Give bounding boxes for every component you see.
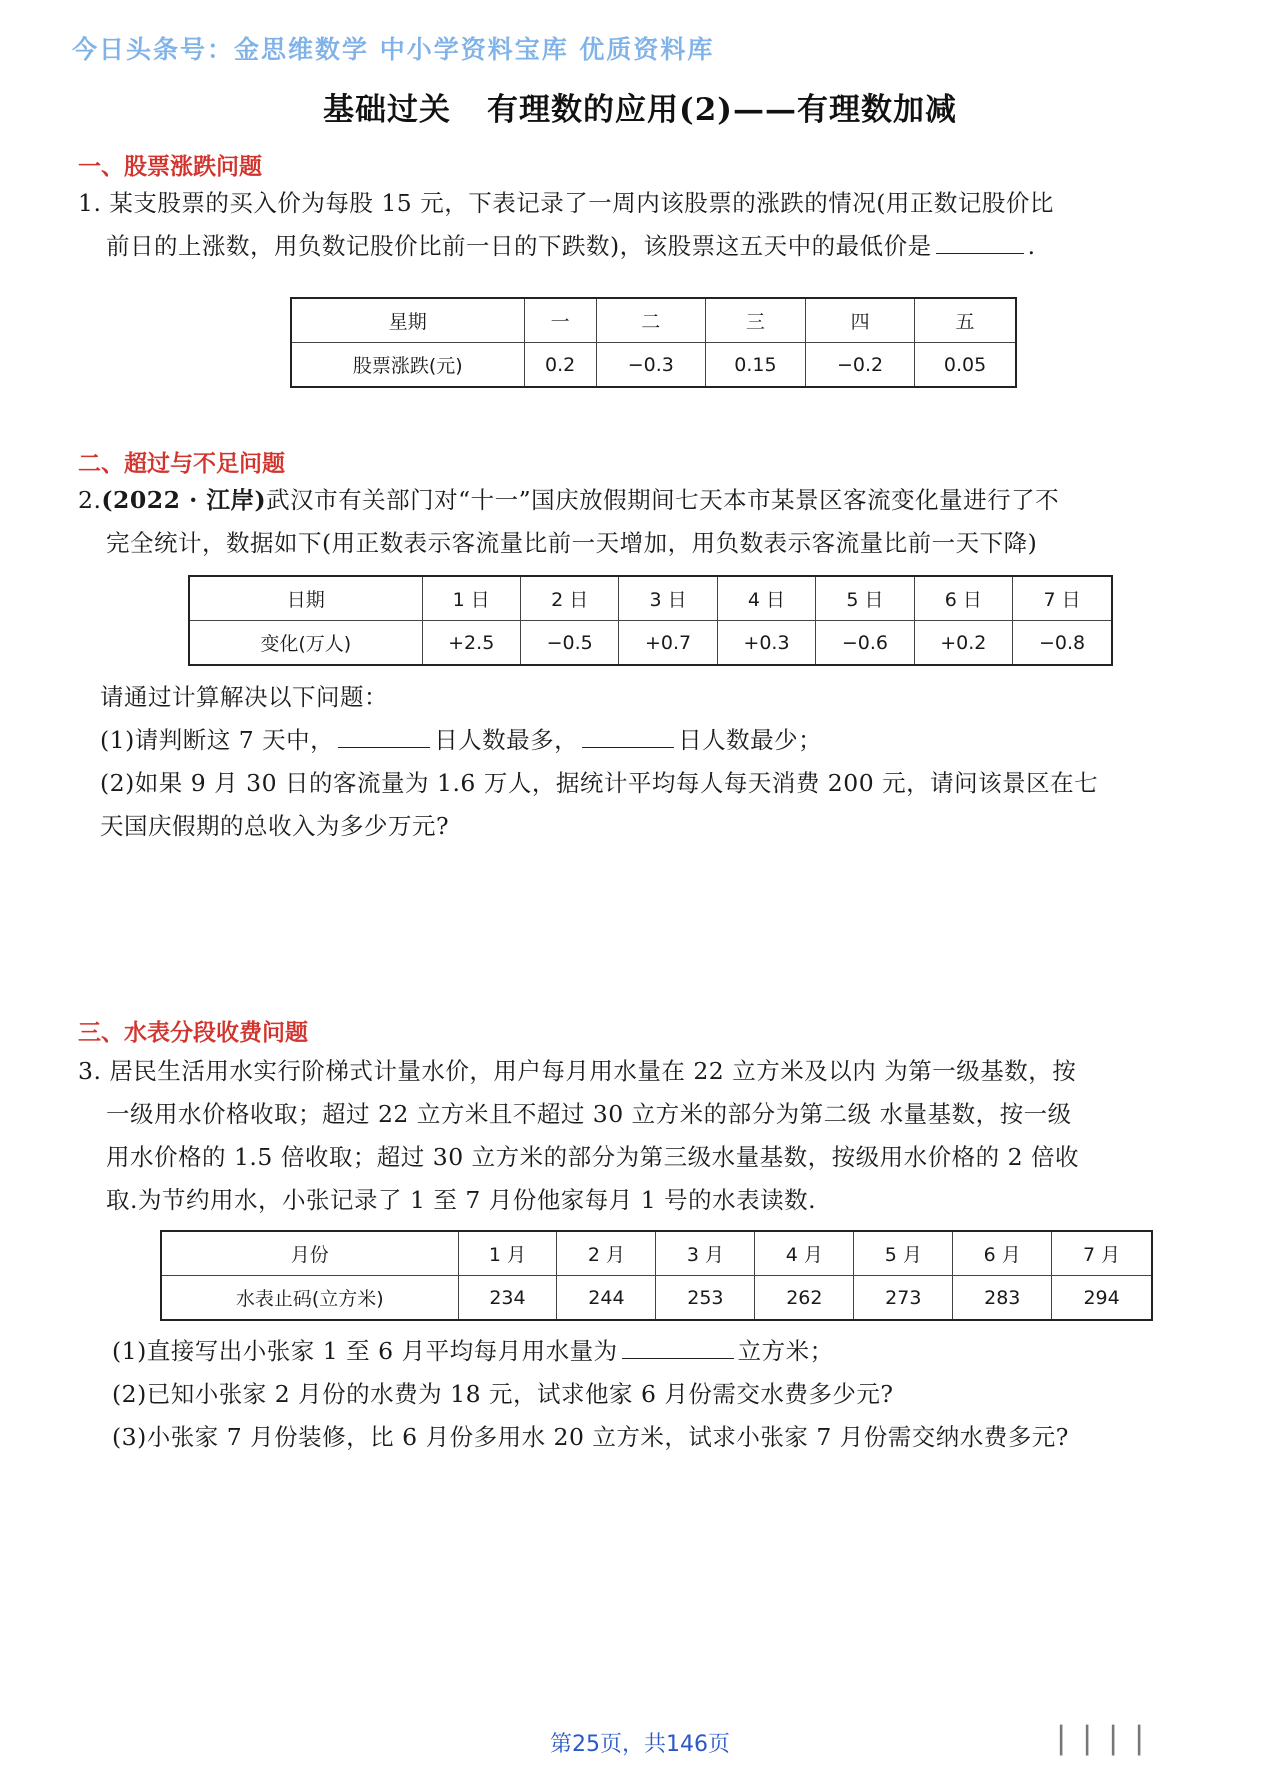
table-cell: 283 (953, 1276, 1052, 1321)
table-cell: −0.8 (1013, 621, 1112, 666)
table-cell: 7 日 (1013, 576, 1112, 621)
table-cell: 244 (557, 1276, 656, 1321)
water-meter-table (160, 1230, 1153, 1321)
q2-line-2: 完全统计，数据如下(用正数表示客流量比前一天增加，用负数表示客流量比前一天下降) (106, 529, 1038, 557)
table-cell: −0.2 (806, 343, 915, 388)
q1-line-1: 1. 某支股票的买入价为每股 15 元，下表记录了一周内该股票的涨跌的情况(用正数记股价比 (78, 189, 1054, 217)
table-cell: 3 日 (619, 576, 717, 621)
q1-line-2: 前日的上涨数，用负数记股价比前一日的下跌数)，该股票这五天中的最低价是 . (78, 225, 1208, 268)
table-cell: −0.5 (520, 621, 618, 666)
table-cell: 234 (458, 1276, 557, 1321)
table-header-row (189, 576, 1112, 621)
question-3-parts (112, 1330, 1242, 1459)
table-cell: 一 (524, 298, 596, 343)
table-row (189, 621, 1112, 666)
section-heading-stock: 一、股票涨跌问题 (78, 154, 262, 180)
title-right: 有理数的应用(2)——有理数加减 (487, 92, 957, 128)
question-2-parts (100, 676, 1230, 848)
table-cell: +0.7 (619, 621, 717, 666)
q2-part-2-line-1: (2)如果 9 月 30 日的客流量为 1.6 万人，据统计平均每人每天消费 200 元，请问该景区在七 (100, 769, 1099, 797)
answer-blank[interactable] (622, 1332, 734, 1359)
table-cell: 1 日 (422, 576, 520, 621)
q3-part-1: (1)直接写出小张家 1 至 6 月平均每月用水量为 立方米； (112, 1330, 1242, 1373)
answer-blank[interactable] (338, 721, 430, 748)
table-cell: 星期 (291, 298, 524, 343)
q2-line-1: 2.(2022 · 江岸)武汉市有关部门对“十一”国庆放假期间七天本市某景区客流变化量进行了不 (78, 486, 1060, 514)
section-heading-excess: 二、超过与不足问题 (78, 451, 285, 477)
page-title (0, 84, 1280, 129)
table-cell: 3 月 (656, 1231, 755, 1276)
question-3 (78, 1050, 1208, 1222)
table-cell: +0.3 (717, 621, 815, 666)
table-cell: 1 月 (458, 1231, 557, 1276)
toolbar-icon[interactable]: ▏▏▏▏ (1060, 1726, 1164, 1756)
q3-line-3: 用水价格的 1.5 倍收取；超过 30 立方米的部分为第三级水量基数，按级用水价格的 2 倍收 (106, 1143, 1080, 1171)
table-cell: 股票涨跌(元) (291, 343, 524, 388)
table-cell: 273 (854, 1276, 953, 1321)
table-cell: 253 (656, 1276, 755, 1321)
table-cell: 6 日 (914, 576, 1012, 621)
question-2 (78, 479, 1208, 565)
table-cell: 262 (755, 1276, 854, 1321)
table-cell: 5 月 (854, 1231, 953, 1276)
title-left: 基础过关 (323, 92, 452, 128)
table-cell: 四 (806, 298, 915, 343)
stock-table (290, 297, 1017, 388)
q2-intro: 请通过计算解决以下问题： (100, 683, 388, 711)
table-cell: 变化(万人) (189, 621, 422, 666)
table-cell: 月份 (161, 1231, 458, 1276)
q3-line-4: 取.为节约用水，小张记录了 1 至 7 月份他家每月 1 号的水表读数. (106, 1186, 817, 1214)
table-cell: 0.05 (915, 343, 1016, 388)
table-cell: −0.3 (596, 343, 705, 388)
table-cell: 五 (915, 298, 1016, 343)
table-cell: 6 月 (953, 1231, 1052, 1276)
answer-blank[interactable] (936, 227, 1024, 254)
table-cell: 294 (1052, 1276, 1152, 1321)
table-cell: 水表止码(立方米) (161, 1276, 458, 1321)
page-indicator: 第25页，共146页 (550, 1732, 730, 1757)
q3-part-2: (2)已知小张家 2 月份的水费为 18 元，试求他家 6 月份需交水费多少元? (112, 1380, 894, 1408)
watermark-text: 今日头条号：金思维数学 中小学资料宝库 优质资料库 (72, 35, 715, 64)
table-row (291, 343, 1016, 388)
q3-line-2: 一级用水价格收取；超过 22 立方米且不超过 30 立方米的部分为第二级 水量基数，按一级 (106, 1100, 1072, 1128)
table-header-row (291, 298, 1016, 343)
section-heading-water-meter: 三、水表分段收费问题 (78, 1020, 308, 1046)
table-cell: 2 日 (520, 576, 618, 621)
q2-source: (2022 · 江岸) (101, 486, 267, 514)
table-cell: 5 日 (816, 576, 914, 621)
answer-blank[interactable] (582, 721, 674, 748)
table-cell: 2 月 (557, 1231, 656, 1276)
q2-part-2-line-2: 天国庆假期的总收入为多少万元? (100, 812, 450, 840)
table-header-row (161, 1231, 1152, 1276)
table-cell: 4 月 (755, 1231, 854, 1276)
table-cell: 0.2 (524, 343, 596, 388)
table-cell: −0.6 (816, 621, 914, 666)
table-cell: 三 (705, 298, 805, 343)
table-cell: 7 月 (1052, 1231, 1152, 1276)
table-cell: 日期 (189, 576, 422, 621)
table-cell: +2.5 (422, 621, 520, 666)
table-cell: 4 日 (717, 576, 815, 621)
q3-line-1: 3. 居民生活用水实行阶梯式计量水价，用户每月用水量在 22 立方米及以内 为第一级基数，按 (78, 1057, 1077, 1085)
q3-part-3: (3)小张家 7 月份装修，比 6 月份多用水 20 立方米，试求小张家 7 月份需交纳水费多元? (112, 1423, 1069, 1451)
tourist-flow-table (188, 575, 1113, 666)
question-1 (78, 182, 1208, 268)
table-row (161, 1276, 1152, 1321)
table-cell: 0.15 (705, 343, 805, 388)
q2-part-1: (1)请判断这 7 天中， 日人数最多， 日人数最少； (100, 719, 1230, 762)
table-cell: 二 (596, 298, 705, 343)
table-cell: +0.2 (914, 621, 1012, 666)
